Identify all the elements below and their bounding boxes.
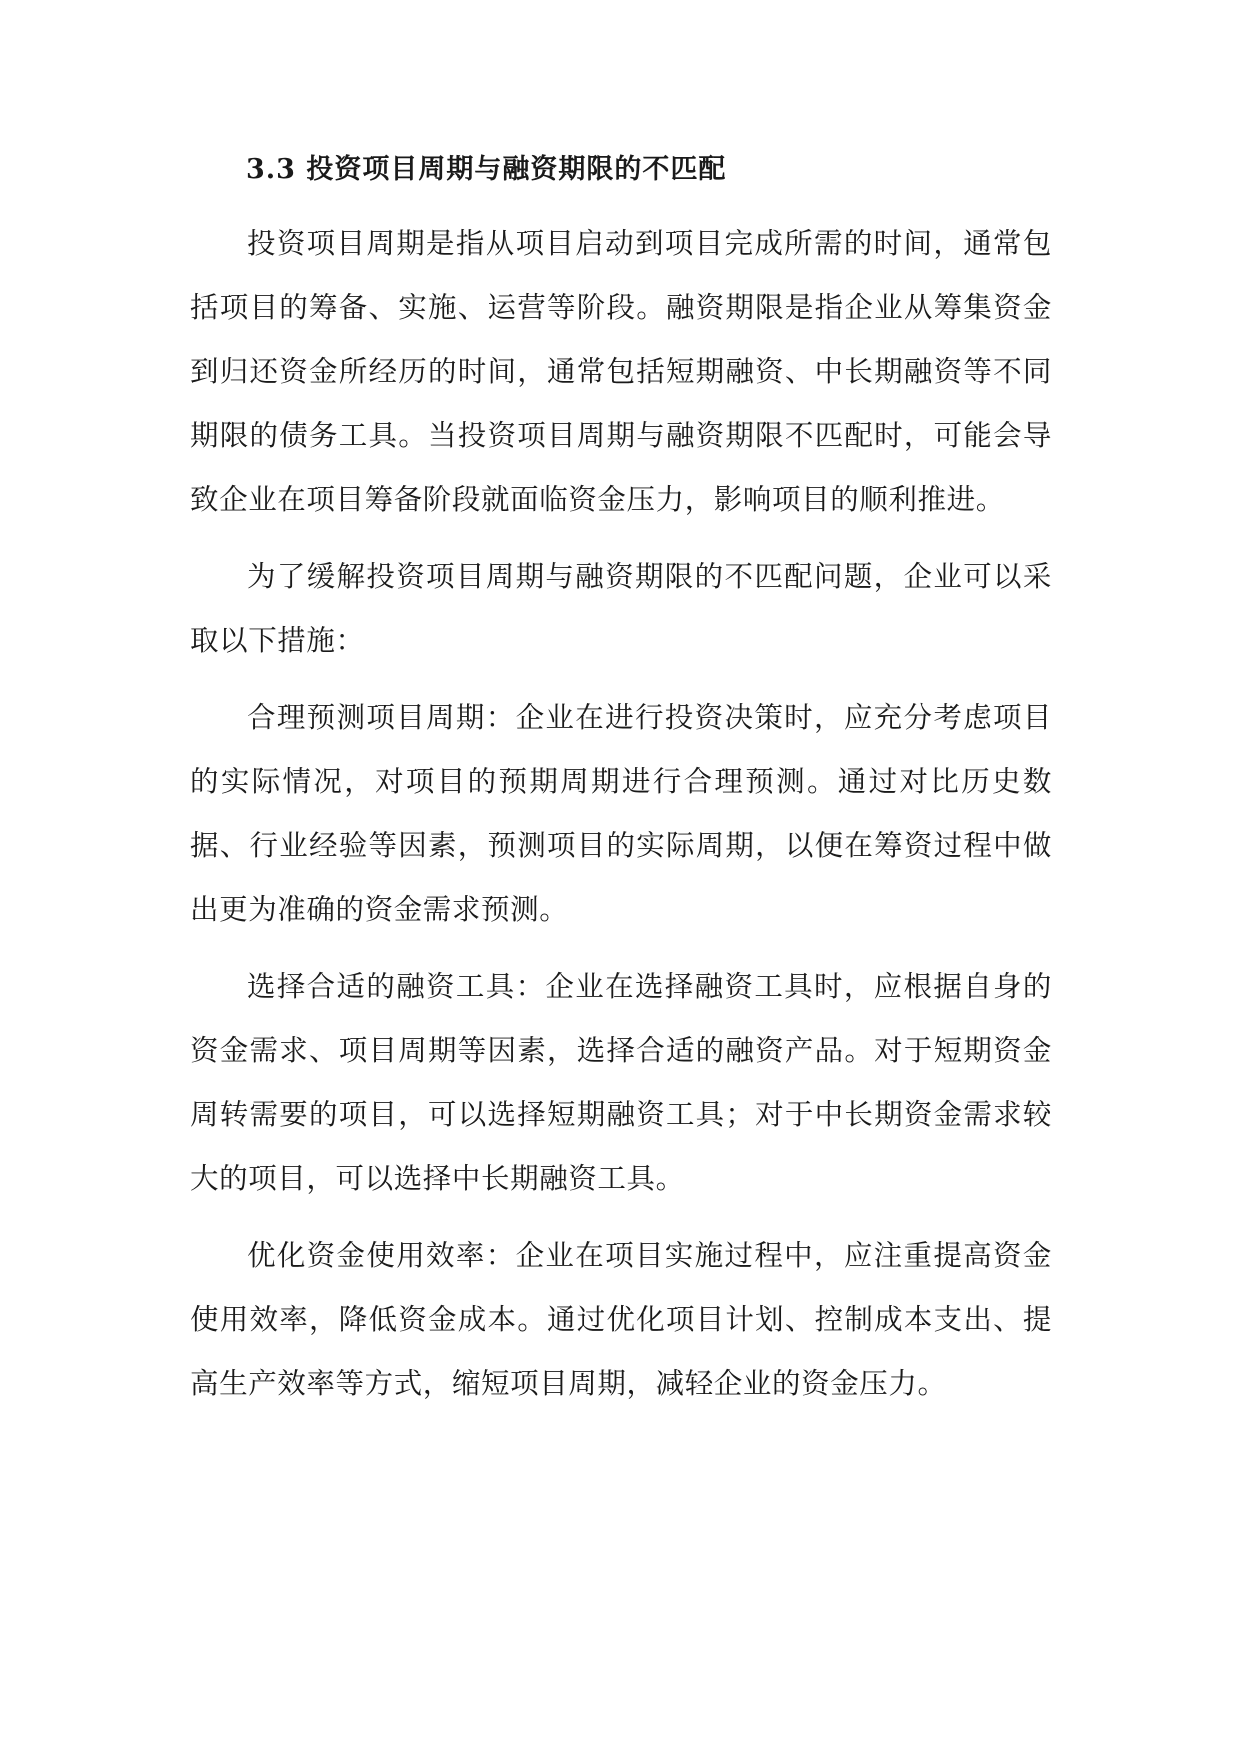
paragraph-measures-intro: 为了缓解投资项目周期与融资期限的不匹配问题，企业可以采取以下措施： bbox=[190, 560, 1052, 657]
paragraph-predict-cycle: 合理预测项目周期：企业在进行投资决策时，应充分考虑项目的实际情况，对项目的预期周期进行合理预测。通过对比历史数据、行业经验等因素，预测项目的实际周期，以便在筹资过程中做出更为准确的资金需求预测。 bbox=[190, 701, 1052, 926]
section-heading: 3.3 投资项目周期与融资期限的不匹配 bbox=[246, 154, 727, 185]
paragraph-optimize-efficiency: 优化资金使用效率：企业在项目实施过程中，应注重提高资金使用效率，降低资金成本。通过优化项目计划、控制成本支出、提高生产效率等方式，缩短项目周期，减轻企业的资金压力。 bbox=[190, 1239, 1052, 1400]
paragraph-choose-tools: 选择合适的融资工具：企业在选择融资工具时，应根据自身的资金需求、项目周期等因素，选择合适的融资产品。对于短期资金周转需要的项目，可以选择短期融资工具；对于中长期资金需求较大的项目，可以选择中长期融资工具。 bbox=[190, 970, 1052, 1195]
document-page bbox=[190, 150, 1052, 1429]
paragraph-definition: 投资项目周期是指从项目启动到项目完成所需的时间，通常包括项目的筹备、实施、运营等阶段。融资期限是指企业从筹集资金到归还资金所经历的时间，通常包括短期融资、中长期融资等不同期限的债务工具。当投资项目周期与融资期限不匹配时，可能会导致企业在项目筹备阶段就面临资金压力，影响项目的顺利推进。 bbox=[190, 227, 1052, 516]
